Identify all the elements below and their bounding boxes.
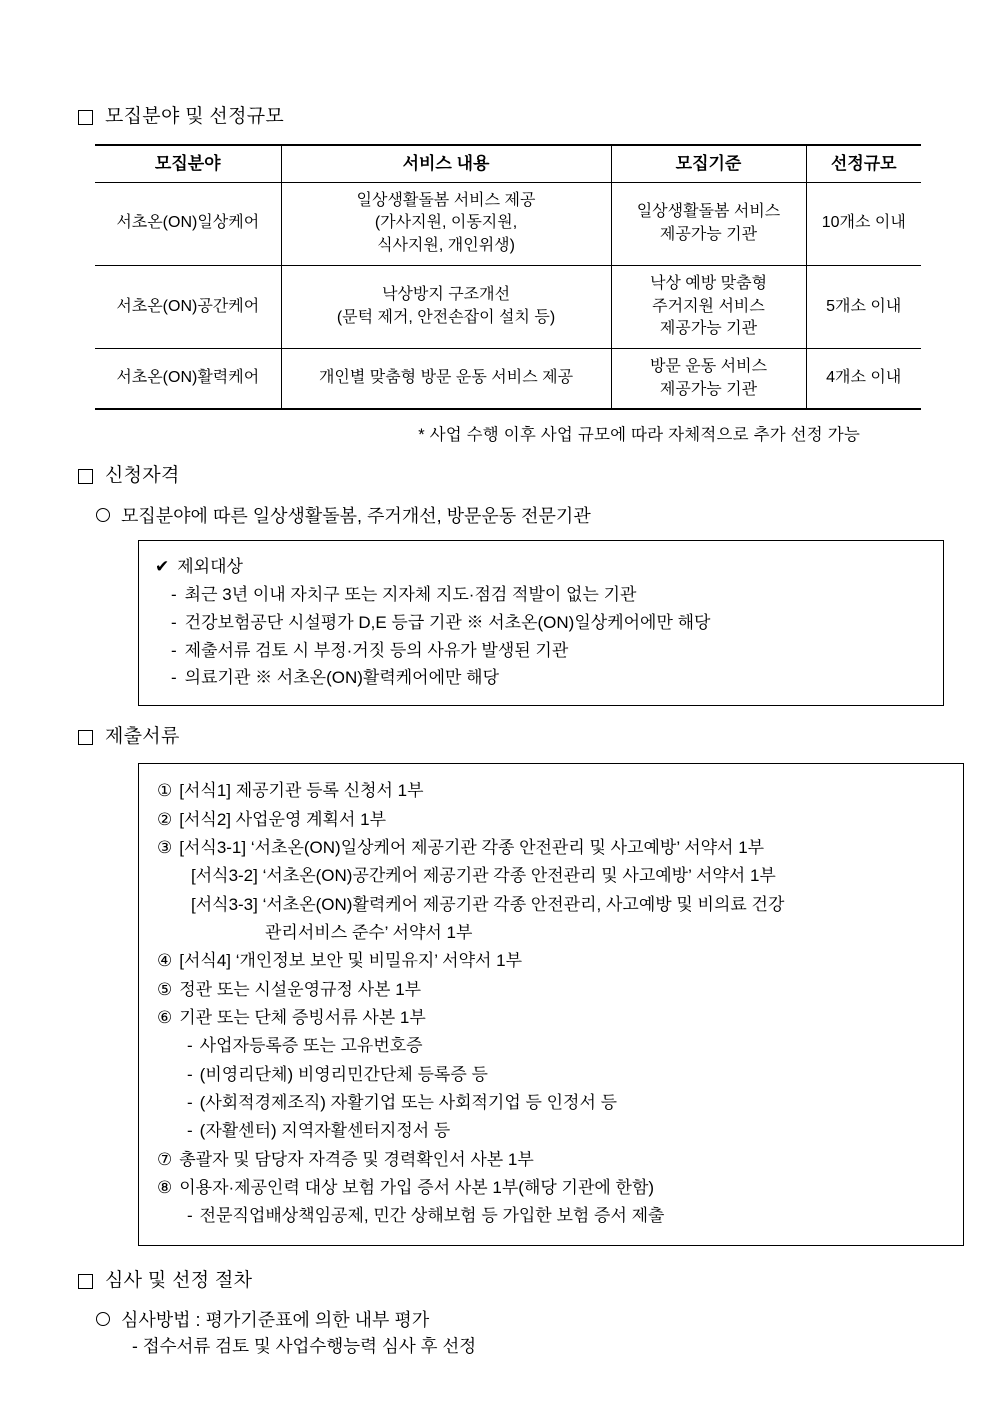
item-number: ⑧ bbox=[157, 1177, 173, 1197]
documents-box bbox=[138, 763, 964, 1246]
table-row bbox=[95, 349, 921, 410]
cell-criteria: 일상생활돌봄 서비스 제공가능 기관 bbox=[611, 182, 806, 265]
subitem-review-method bbox=[96, 1306, 922, 1332]
subitem-label: 심사방법 : 평가기준표에 의한 내부 평가 bbox=[121, 1310, 430, 1331]
document-subitem bbox=[157, 1118, 947, 1144]
item-number: ⑥ bbox=[157, 1007, 173, 1027]
item-text: [서식2] 사업운영 계획서 1부 bbox=[179, 809, 386, 829]
square-bullet-icon bbox=[78, 110, 93, 125]
document-item bbox=[157, 977, 947, 1003]
circle-bullet-icon bbox=[96, 508, 110, 522]
item-number: ② bbox=[157, 809, 173, 829]
square-bullet-icon bbox=[78, 730, 93, 745]
document-item bbox=[157, 835, 947, 861]
exclusion-item-text: 제출서류 검토 시 부정·거짓 등의 사유가 발생된 기관 bbox=[184, 640, 569, 660]
section-title-recruit: 모집분야 및 선정규모 bbox=[105, 106, 285, 127]
table-row bbox=[95, 182, 921, 265]
item-text: 이용자·제공인력 대상 보험 가입 증서 사본 1부(해당 기관에 한함) bbox=[179, 1177, 655, 1197]
cell-field: 서초온(ON)일상케어 bbox=[95, 182, 281, 265]
item-text: [서식3-1] ‘서초온(ON)일상케어 제공기관 각종 안전관리 및 사고예방’ 서약서 1부 bbox=[179, 837, 765, 857]
item-number: ③ bbox=[157, 837, 173, 857]
dash-bullet-icon: - bbox=[187, 1036, 193, 1056]
cell-scale: 10개소 이내 bbox=[806, 182, 921, 265]
dash-bullet-icon: - bbox=[187, 1206, 193, 1226]
item-text: (비영리단체) 비영리민간단체 등록증 등 bbox=[199, 1064, 488, 1084]
table-header-row bbox=[95, 145, 921, 183]
dash-bullet-icon: - bbox=[171, 584, 177, 604]
cell-service: 개인별 맞춤형 방문 운동 서비스 제공 bbox=[281, 349, 611, 410]
cell-scale: 4개소 이내 bbox=[806, 349, 921, 410]
cell-field: 서초온(ON)활력케어 bbox=[95, 349, 281, 410]
exclusion-item bbox=[155, 582, 927, 608]
review-dash-item bbox=[132, 1332, 922, 1360]
exclusion-title: 제외대상 bbox=[177, 557, 243, 577]
dash-bullet-icon: - bbox=[187, 1092, 193, 1112]
document-item bbox=[157, 863, 947, 889]
column-header-service: 서비스 내용 bbox=[281, 145, 611, 183]
exclusion-title-row bbox=[155, 554, 927, 580]
dash-bullet-icon: - bbox=[187, 1121, 193, 1141]
review-dash-text: 접수서류 검토 및 사업수행능력 심사 후 선정 bbox=[142, 1336, 477, 1357]
section-title-documents: 제출서류 bbox=[105, 726, 180, 748]
item-text: 총괄자 및 담당자 자격증 및 경력확인서 사본 1부 bbox=[179, 1149, 534, 1169]
item-text: 사업자등록증 또는 고유번호증 bbox=[199, 1036, 423, 1056]
document-item bbox=[157, 1005, 947, 1031]
dash-bullet-icon: - bbox=[187, 1064, 193, 1084]
cell-service: 낙상방지 구조개선 (문턱 제거, 안전손잡이 설치 등) bbox=[281, 265, 611, 348]
document-item bbox=[157, 948, 947, 974]
item-number: ① bbox=[157, 781, 173, 801]
exclusion-item-text: 의료기관 ※ 서초온(ON)활력케어에만 해당 bbox=[184, 668, 499, 688]
table-row bbox=[95, 265, 921, 348]
square-bullet-icon bbox=[78, 1274, 93, 1289]
item-text: 관리서비스 준수’ 서약서 1부 bbox=[265, 922, 473, 942]
dash-bullet-icon: - bbox=[132, 1336, 143, 1357]
subitem-eligibility-scope bbox=[96, 502, 922, 528]
item-text: [서식4] ‘개인정보 보안 및 비밀유지’ 서약서 1부 bbox=[179, 951, 523, 971]
document-item-continuation bbox=[157, 920, 947, 946]
section-heading-recruit bbox=[78, 104, 922, 131]
document-subitem bbox=[157, 1090, 947, 1116]
document-item bbox=[157, 778, 947, 804]
section-heading-eligibility bbox=[78, 463, 922, 490]
check-icon: ✔ bbox=[155, 557, 170, 577]
item-number: ④ bbox=[157, 951, 173, 971]
dash-bullet-icon: - bbox=[171, 640, 177, 660]
document-subitem bbox=[157, 1203, 947, 1229]
cell-criteria: 낙상 예방 맞춤형 주거지원 서비스 제공가능 기관 bbox=[611, 265, 806, 348]
exclusion-item-text: 최근 3년 이내 자치구 또는 지자체 지도·점검 적발이 없는 기관 bbox=[184, 584, 637, 604]
item-text: (사회적경제조직) 자활기업 또는 사회적기업 등 인정서 등 bbox=[199, 1092, 618, 1112]
item-number: ⑤ bbox=[157, 979, 173, 999]
item-text: [서식3-3] ‘서초온(ON)활력케어 제공기관 각종 안전관리, 사고예방 및 비의료 건강 bbox=[191, 894, 785, 914]
dash-bullet-icon: - bbox=[171, 612, 177, 632]
exclusion-box bbox=[138, 540, 944, 706]
document-item bbox=[157, 807, 947, 833]
column-header-field: 모집분야 bbox=[95, 145, 281, 183]
cell-field: 서초온(ON)공간케어 bbox=[95, 265, 281, 348]
section-heading-review bbox=[78, 1268, 922, 1295]
cell-service: 일상생활돌봄 서비스 제공 (가사지원, 이동지원, 식사지원, 개인위생) bbox=[281, 182, 611, 265]
exclusion-item bbox=[155, 610, 927, 636]
column-header-scale: 선정규모 bbox=[806, 145, 921, 183]
item-text: 전문직업배상책임공제, 민간 상해보험 등 가입한 보험 증서 제출 bbox=[199, 1206, 665, 1226]
square-bullet-icon bbox=[78, 469, 93, 484]
item-text: 정관 또는 시설운영규정 사본 1부 bbox=[179, 979, 422, 999]
subitem-label: 모집분야에 따른 일상생활돌봄, 주거개선, 방문운동 전문기관 bbox=[121, 506, 591, 527]
section-heading-documents bbox=[78, 724, 922, 751]
item-text: 기관 또는 단체 증빙서류 사본 1부 bbox=[179, 1007, 426, 1027]
section-title-eligibility: 신청자격 bbox=[105, 465, 180, 487]
exclusion-item bbox=[155, 638, 927, 664]
cell-criteria: 방문 운동 서비스 제공가능 기관 bbox=[611, 349, 806, 410]
document-item bbox=[157, 1147, 947, 1173]
item-number: ⑦ bbox=[157, 1149, 173, 1169]
item-text: [서식1] 제공기관 등록 신청서 1부 bbox=[179, 781, 424, 801]
document-item bbox=[157, 1175, 947, 1201]
circle-bullet-icon bbox=[96, 1312, 110, 1326]
item-text: (자활센터) 지역자활센터지정서 등 bbox=[199, 1121, 451, 1141]
item-text: [서식3-2] ‘서초온(ON)공간케어 제공기관 각종 안전관리 및 사고예방’ 서약서 1부 bbox=[191, 866, 776, 886]
dash-bullet-icon: - bbox=[171, 668, 177, 688]
exclusion-item-text: 건강보험공단 시설평가 D,E 등급 기관 ※ 서초온(ON)일상케어에만 해당 bbox=[184, 612, 711, 632]
document-subitem bbox=[157, 1033, 947, 1059]
recruit-table bbox=[95, 144, 921, 411]
document-subitem bbox=[157, 1062, 947, 1088]
cell-scale: 5개소 이내 bbox=[806, 265, 921, 348]
exclusion-item bbox=[155, 665, 927, 691]
table-footnote: * 사업 수행 이후 사업 규모에 따라 자체적으로 추가 선정 가능 bbox=[418, 426, 860, 445]
section-title-review: 심사 및 선정 절차 bbox=[105, 1269, 253, 1291]
column-header-criteria: 모집기준 bbox=[611, 145, 806, 183]
document-item bbox=[157, 892, 947, 918]
